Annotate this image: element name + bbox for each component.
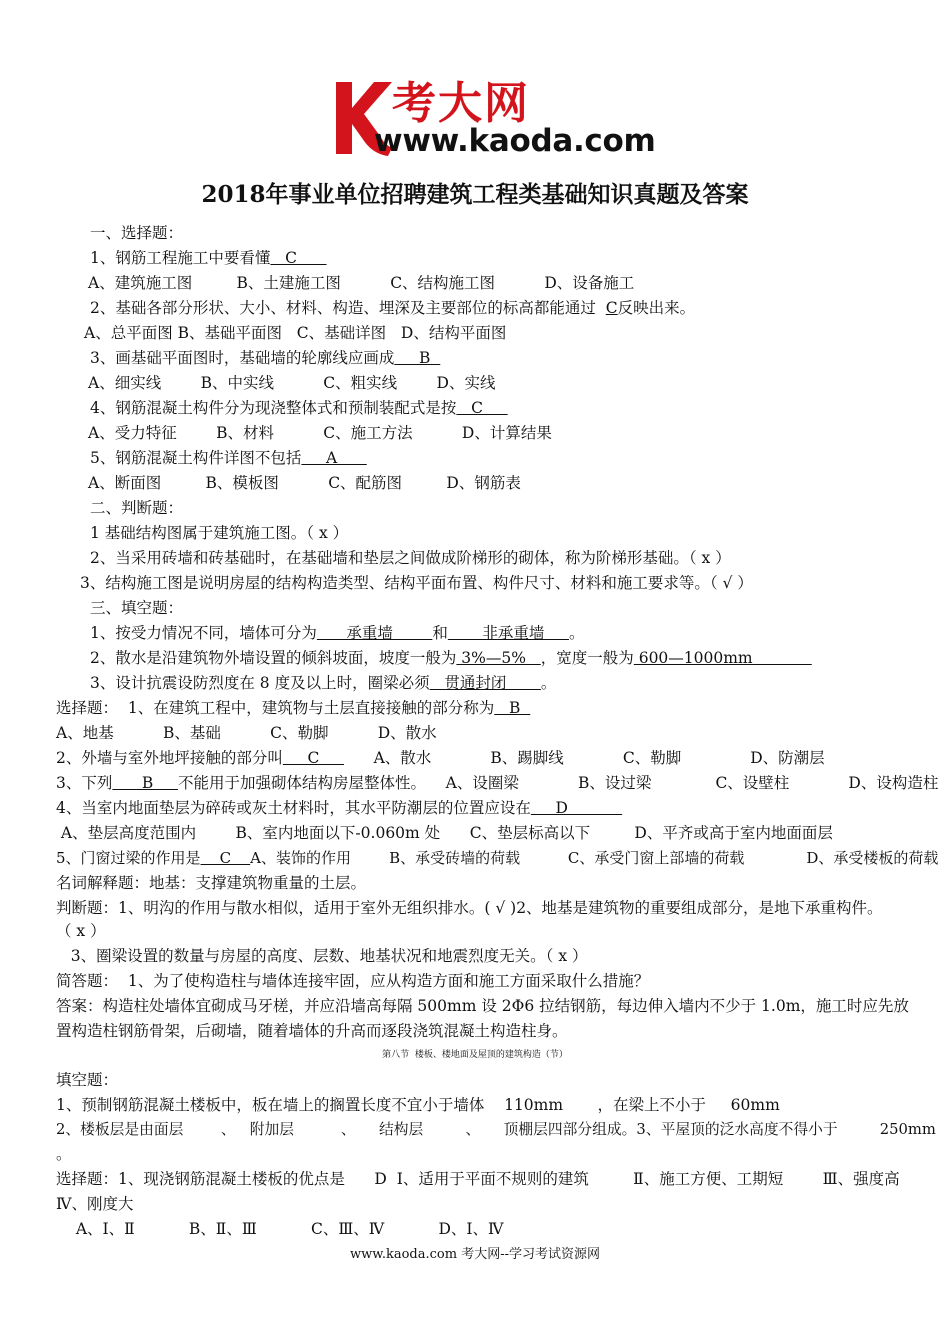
section-subtitle: 第八节 楼板、楼地面及屋顶的建筑构造（节）	[382, 1050, 568, 1060]
answer-blank: 非承重墙	[447, 624, 569, 642]
answer-blank: C	[605, 299, 618, 317]
question-line: 4、当室内地面垫层为碎砖或灰土材料时，其水平防潮层的位置应设在 D	[56, 799, 623, 817]
answer-blank: 贯通封闭	[429, 674, 541, 692]
options-line: A、细实线 B、中实线 C、粗实线 D、实线	[88, 374, 496, 392]
kaoda-logo	[330, 78, 660, 160]
question-line: 3、下列 B 不能用于加强砌体结构房屋整体性。 A、设圈梁 B、设过梁 C、设壁柱 D、设构造柱	[56, 774, 939, 792]
question-line: 4、钢筋混凝土构件分为现浇整体式和预制装配式是按 C	[90, 399, 508, 417]
options-line: A、断面图 B、模板图 C、配筋图 D、钢筋表	[88, 474, 521, 492]
options-line: A、Ⅰ、Ⅱ B、Ⅱ、Ⅲ C、Ⅲ、Ⅳ D、Ⅰ、Ⅳ	[66, 1220, 504, 1238]
answer-blank: C	[270, 249, 327, 267]
judge-line: 判断题：1、明沟的作用与散水相似，适用于室外无组织排水。( √ )2、地基是建筑物的重要组成部分，是地下承重构件。	[56, 899, 883, 917]
logo-chinese-text: 考大网	[392, 78, 530, 129]
options-line: A、地基 B、基础 C、勒脚 D、散水	[56, 724, 437, 742]
section-heading-choice: 一、选择题：	[90, 224, 184, 242]
fill-line: 1、预制钢筋混凝土楼板中，板在墙上的搁置长度不宜小于墙体 110mm ，在梁上不小于 60mm	[56, 1096, 780, 1114]
judge-line: （ x ）	[56, 922, 106, 940]
question-line: 2、基础各部分形状、大小、材料、构造、埋深及主要部位的标高都能通过 C反映出来。	[90, 299, 696, 317]
answer-blank: B	[494, 699, 531, 717]
footer-text: www.kaoda.com 考大网--学习考试资源网	[350, 1247, 600, 1262]
question-line: 3、画基础平面图时，基础墙的轮廓线应画成 B	[90, 349, 441, 367]
fill-heading: 填空题：	[56, 1071, 119, 1089]
question-line: Ⅳ、刚度大	[56, 1195, 134, 1213]
fill-line: 1、按受力情况不同，墙体可分为 承重墙 和 非承重墙 。	[90, 624, 585, 642]
judge-line: 3、圈梁设置的数量与房屋的高度、层数、地基状况和地震烈度无关。（ x ）	[56, 947, 588, 965]
answer-blank: 承重墙	[316, 624, 433, 642]
answer-blank: 600—1000mm	[633, 649, 812, 667]
question-line: 5、门窗过梁的作用是 C A、装饰的作用 B、承受砖墙的荷载 C、承受门窗上部墙的荷载 D、承受楼板的荷载	[56, 849, 939, 867]
options-line: A、受力特征 B、材料 C、施工方法 D、计算结果	[88, 424, 552, 442]
short-answer-question: 简答题： 1、为了使构造柱与墙体连接牢固，应从构造方面和施工方面采取什么措施？	[56, 972, 650, 990]
logo-url-text: www.kaoda.com	[374, 123, 656, 159]
judge-line: 2、当采用砖墙和砖基础时，在基础墙和垫层之间做成阶梯形的砌体，称为阶梯形基础。（ x ）	[90, 549, 731, 567]
answer-blank: B	[394, 349, 441, 367]
question-line: 选择题：1、现浇钢筋混凝土楼板的优点是 D Ⅰ、适用于平面不规则的建筑 Ⅱ、施工方便、工期短 Ⅲ、强度高	[56, 1170, 900, 1188]
definition-line: 名词解释题：地基：支撑建筑物重量的土层。	[56, 874, 367, 892]
section-heading-fill: 三、填空题：	[90, 599, 184, 617]
answer-text: 置构造柱钢筋骨架，后砌墙，随着墙体的升高而逐段浇筑混凝土构造柱身。	[56, 1022, 568, 1040]
question-line: 5、钢筋混凝土构件详图不包括 A	[90, 449, 367, 467]
answer-text: 答案：构造柱处墙体宜砌成马牙槎，并应沿墙高每隔 500mm 设 2Φ6 拉结钢筋，每边伸入墙内不少于 1.0m，施工时应先放	[56, 997, 909, 1015]
fill-line: 。	[56, 1145, 72, 1163]
answer-blank: B	[112, 774, 178, 792]
judge-line: 3、结构施工图是说明房屋的结构构造类型、结构平面布置、构件尺寸、材料和施工要求等。（ √ ）	[80, 574, 753, 592]
answer-blank: A	[301, 449, 367, 467]
options-line: A、总平面图 B、基础平面图 C、基础详图 D、结构平面图	[84, 324, 507, 342]
fill-line: 2、散水是沿建筑物外墙设置的倾斜坡面，坡度一般为 3%—5% ，宽度一般为 600—1000mm	[90, 649, 812, 667]
page-title: 2018年事业单位招聘建筑工程类基础知识真题及答案	[201, 181, 749, 208]
answer-blank: C	[456, 399, 508, 417]
question-line: 2、外墙与室外地坪接触的部分叫 C A、散水 B、踢脚线 C、勒脚 D、防潮层	[56, 749, 825, 767]
answer-blank: C	[200, 849, 251, 867]
question-line: 选择题： 1、在建筑工程中，建筑物与土层直接接触的部分称为 B	[56, 699, 531, 717]
options-line: A、垫层高度范围内 B、室内地面以下-0.060m 处 C、垫层标高以下 D、平齐或高于室内地面面层	[56, 824, 833, 842]
section-heading-judge: 二、判断题：	[90, 499, 184, 517]
question-line: 1、钢筋工程施工中要看懂 C	[90, 249, 327, 267]
fill-line: 3、设计抗震设防烈度在 8 度及以上时，圈梁必须 贯通封闭 。	[90, 674, 557, 692]
fill-line: 2、楼板层是由面层 、 附加层 、 结构层 、 顶棚层四部分组成。3、平屋顶的泛水高度不得小于 250mm	[56, 1121, 936, 1138]
judge-line: 1 基础结构图属于建筑施工图。（ x ）	[90, 524, 349, 542]
answer-blank: C	[282, 749, 345, 767]
answer-blank: D	[530, 799, 623, 817]
answer-blank: 3%—5%	[456, 649, 541, 667]
options-line: A、建筑施工图 B、土建施工图 C、结构施工图 D、设备施工	[88, 274, 635, 292]
